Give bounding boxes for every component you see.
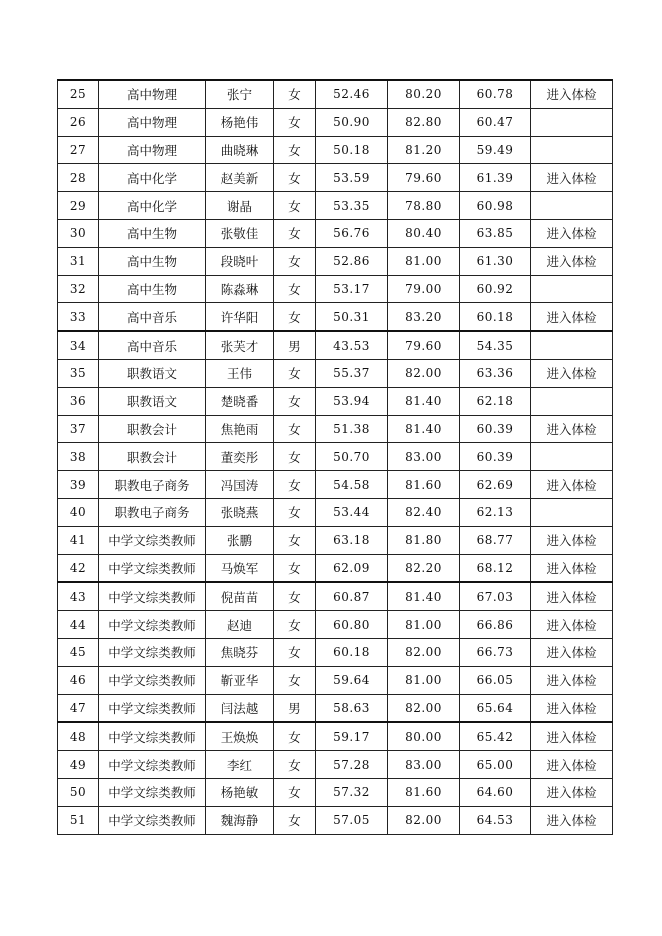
table-row <box>58 219 613 247</box>
gender-cell: 女 <box>274 666 316 694</box>
gender-cell: 女 <box>274 164 316 192</box>
table-row <box>58 582 613 610</box>
result-cell <box>531 387 613 415</box>
result-cell <box>531 443 613 471</box>
subject-cell: 中学文综类教师 <box>99 526 206 554</box>
result-cell: 进入体检 <box>531 247 613 275</box>
total-score-cell: 61.39 <box>460 164 531 192</box>
gender-cell: 女 <box>274 751 316 779</box>
total-score-cell: 63.85 <box>460 219 531 247</box>
subject-cell: 高中音乐 <box>99 331 206 359</box>
subject-cell: 中学文综类教师 <box>99 582 206 610</box>
interview-score-cell: 80.20 <box>388 80 460 108</box>
gender-cell: 女 <box>274 108 316 136</box>
written-score-cell: 50.31 <box>316 303 388 331</box>
gender-cell: 女 <box>274 526 316 554</box>
result-cell <box>531 498 613 526</box>
interview-score-cell: 82.80 <box>388 108 460 136</box>
gender-cell: 女 <box>274 219 316 247</box>
table-row <box>58 443 613 471</box>
interview-score-cell: 79.60 <box>388 164 460 192</box>
gender-cell: 女 <box>274 722 316 750</box>
subject-cell: 中学文综类教师 <box>99 694 206 722</box>
subject-cell: 中学文综类教师 <box>99 554 206 582</box>
name-cell: 魏海静 <box>206 806 274 834</box>
row-number: 37 <box>58 415 99 443</box>
table-row <box>58 666 613 694</box>
row-number: 40 <box>58 498 99 526</box>
result-cell <box>531 136 613 164</box>
result-cell: 进入体检 <box>531 164 613 192</box>
gender-cell: 女 <box>274 443 316 471</box>
name-cell: 马焕军 <box>206 554 274 582</box>
total-score-cell: 59.49 <box>460 136 531 164</box>
row-number: 38 <box>58 443 99 471</box>
interview-score-cell: 83.20 <box>388 303 460 331</box>
name-cell: 谢晶 <box>206 192 274 220</box>
gender-cell: 女 <box>274 471 316 499</box>
result-cell: 进入体检 <box>531 751 613 779</box>
subject-cell: 高中音乐 <box>99 303 206 331</box>
interview-score-cell: 81.00 <box>388 247 460 275</box>
result-cell: 进入体检 <box>531 694 613 722</box>
name-cell: 陈淼琳 <box>206 275 274 303</box>
name-cell: 冯国涛 <box>206 471 274 499</box>
row-number: 46 <box>58 666 99 694</box>
row-number: 39 <box>58 471 99 499</box>
name-cell: 倪苗苗 <box>206 582 274 610</box>
subject-cell: 职教会计 <box>99 443 206 471</box>
row-number: 48 <box>58 722 99 750</box>
name-cell: 张晓燕 <box>206 498 274 526</box>
subject-cell: 高中化学 <box>99 164 206 192</box>
written-score-cell: 53.17 <box>316 275 388 303</box>
name-cell: 王焕焕 <box>206 722 274 750</box>
written-score-cell: 58.63 <box>316 694 388 722</box>
written-score-cell: 51.38 <box>316 415 388 443</box>
subject-cell: 中学文综类教师 <box>99 611 206 639</box>
result-cell <box>531 108 613 136</box>
table-row <box>58 164 613 192</box>
subject-cell: 中学文综类教师 <box>99 666 206 694</box>
gender-cell: 女 <box>274 387 316 415</box>
subject-cell: 中学文综类教师 <box>99 806 206 834</box>
written-score-cell: 43.53 <box>316 331 388 359</box>
interview-score-cell: 80.40 <box>388 219 460 247</box>
total-score-cell: 66.05 <box>460 666 531 694</box>
gender-cell: 女 <box>274 303 316 331</box>
name-cell: 张鹏 <box>206 526 274 554</box>
interview-score-cell: 79.60 <box>388 331 460 359</box>
subject-cell: 高中化学 <box>99 192 206 220</box>
result-cell: 进入体检 <box>531 554 613 582</box>
name-cell: 赵美新 <box>206 164 274 192</box>
table-row <box>58 136 613 164</box>
interview-score-cell: 80.00 <box>388 722 460 750</box>
name-cell: 焦晓芬 <box>206 638 274 666</box>
total-score-cell: 64.53 <box>460 806 531 834</box>
result-cell: 进入体检 <box>531 806 613 834</box>
total-score-cell: 63.36 <box>460 359 531 387</box>
total-score-cell: 64.60 <box>460 778 531 806</box>
total-score-cell: 65.00 <box>460 751 531 779</box>
gender-cell: 女 <box>274 359 316 387</box>
total-score-cell: 68.77 <box>460 526 531 554</box>
written-score-cell: 60.80 <box>316 611 388 639</box>
written-score-cell: 53.44 <box>316 498 388 526</box>
table-row <box>58 331 613 359</box>
interview-score-cell: 81.00 <box>388 611 460 639</box>
subject-cell: 中学文综类教师 <box>99 722 206 750</box>
table-row <box>58 498 613 526</box>
interview-score-cell: 81.60 <box>388 778 460 806</box>
name-cell: 杨艳伟 <box>206 108 274 136</box>
interview-score-cell: 81.40 <box>388 415 460 443</box>
row-number: 47 <box>58 694 99 722</box>
row-number: 50 <box>58 778 99 806</box>
row-number: 34 <box>58 331 99 359</box>
result-cell: 进入体检 <box>531 303 613 331</box>
table-row <box>58 722 613 750</box>
row-number: 44 <box>58 611 99 639</box>
gender-cell: 男 <box>274 694 316 722</box>
interview-score-cell: 81.20 <box>388 136 460 164</box>
table-row <box>58 387 613 415</box>
total-score-cell: 60.18 <box>460 303 531 331</box>
subject-cell: 职教电子商务 <box>99 498 206 526</box>
result-cell <box>531 192 613 220</box>
table-row <box>58 806 613 834</box>
interview-score-cell: 83.00 <box>388 751 460 779</box>
gender-cell: 女 <box>274 80 316 108</box>
name-cell: 靳亚华 <box>206 666 274 694</box>
total-score-cell: 66.73 <box>460 638 531 666</box>
interview-score-cell: 83.00 <box>388 443 460 471</box>
table-row <box>58 80 613 108</box>
total-score-cell: 54.35 <box>460 331 531 359</box>
row-number: 36 <box>58 387 99 415</box>
result-cell: 进入体检 <box>531 526 613 554</box>
subject-cell: 高中物理 <box>99 136 206 164</box>
total-score-cell: 60.39 <box>460 415 531 443</box>
name-cell: 王伟 <box>206 359 274 387</box>
subject-cell: 高中物理 <box>99 108 206 136</box>
written-score-cell: 57.05 <box>316 806 388 834</box>
gender-cell: 女 <box>274 582 316 610</box>
interview-score-cell: 82.00 <box>388 806 460 834</box>
table-row <box>58 108 613 136</box>
interview-score-cell: 82.00 <box>388 638 460 666</box>
result-cell: 进入体检 <box>531 666 613 694</box>
subject-cell: 职教语文 <box>99 387 206 415</box>
total-score-cell: 62.13 <box>460 498 531 526</box>
table-row <box>58 192 613 220</box>
written-score-cell: 56.76 <box>316 219 388 247</box>
name-cell: 董奕彤 <box>206 443 274 471</box>
table-row <box>58 694 613 722</box>
subject-cell: 中学文综类教师 <box>99 751 206 779</box>
gender-cell: 女 <box>274 778 316 806</box>
result-cell: 进入体检 <box>531 415 613 443</box>
row-number: 31 <box>58 247 99 275</box>
result-cell <box>531 331 613 359</box>
written-score-cell: 57.32 <box>316 778 388 806</box>
interview-score-cell: 82.00 <box>388 694 460 722</box>
row-number: 45 <box>58 638 99 666</box>
written-score-cell: 62.09 <box>316 554 388 582</box>
interview-score-cell: 81.80 <box>388 526 460 554</box>
written-score-cell: 63.18 <box>316 526 388 554</box>
row-number: 41 <box>58 526 99 554</box>
total-score-cell: 60.39 <box>460 443 531 471</box>
row-number: 25 <box>58 80 99 108</box>
result-cell: 进入体检 <box>531 219 613 247</box>
table-row <box>58 471 613 499</box>
table-row <box>58 611 613 639</box>
table-row <box>58 554 613 582</box>
row-number: 26 <box>58 108 99 136</box>
row-number: 33 <box>58 303 99 331</box>
total-score-cell: 65.64 <box>460 694 531 722</box>
written-score-cell: 59.17 <box>316 722 388 750</box>
row-number: 28 <box>58 164 99 192</box>
interview-score-cell: 82.40 <box>388 498 460 526</box>
gender-cell: 女 <box>274 806 316 834</box>
total-score-cell: 65.42 <box>460 722 531 750</box>
total-score-cell: 60.47 <box>460 108 531 136</box>
result-cell: 进入体检 <box>531 778 613 806</box>
gender-cell: 女 <box>274 247 316 275</box>
row-number: 30 <box>58 219 99 247</box>
written-score-cell: 50.70 <box>316 443 388 471</box>
interview-score-cell: 78.80 <box>388 192 460 220</box>
gender-cell: 女 <box>274 554 316 582</box>
subject-cell: 高中生物 <box>99 275 206 303</box>
interview-score-cell: 82.00 <box>388 359 460 387</box>
name-cell: 张芙才 <box>206 331 274 359</box>
gender-cell: 男 <box>274 331 316 359</box>
written-score-cell: 55.37 <box>316 359 388 387</box>
total-score-cell: 66.86 <box>460 611 531 639</box>
total-score-cell: 68.12 <box>460 554 531 582</box>
total-score-cell: 60.92 <box>460 275 531 303</box>
table-row <box>58 359 613 387</box>
name-cell: 段晓叶 <box>206 247 274 275</box>
interview-score-cell: 81.40 <box>388 582 460 610</box>
total-score-cell: 62.69 <box>460 471 531 499</box>
subject-cell: 职教语文 <box>99 359 206 387</box>
written-score-cell: 60.87 <box>316 582 388 610</box>
table-row <box>58 247 613 275</box>
table-row <box>58 778 613 806</box>
written-score-cell: 53.94 <box>316 387 388 415</box>
table-row <box>58 415 613 443</box>
written-score-cell: 52.86 <box>316 247 388 275</box>
total-score-cell: 60.78 <box>460 80 531 108</box>
table-row <box>58 275 613 303</box>
result-cell: 进入体检 <box>531 80 613 108</box>
gender-cell: 女 <box>274 192 316 220</box>
name-cell: 张敬佳 <box>206 219 274 247</box>
written-score-cell: 53.59 <box>316 164 388 192</box>
written-score-cell: 57.28 <box>316 751 388 779</box>
interview-score-cell: 81.60 <box>388 471 460 499</box>
gender-cell: 女 <box>274 136 316 164</box>
gender-cell: 女 <box>274 611 316 639</box>
result-cell: 进入体检 <box>531 471 613 499</box>
result-cell: 进入体检 <box>531 611 613 639</box>
table-row <box>58 526 613 554</box>
row-number: 32 <box>58 275 99 303</box>
row-number: 49 <box>58 751 99 779</box>
result-cell <box>531 275 613 303</box>
subject-cell: 中学文综类教师 <box>99 638 206 666</box>
result-cell: 进入体检 <box>531 359 613 387</box>
row-number: 42 <box>58 554 99 582</box>
subject-cell: 职教电子商务 <box>99 471 206 499</box>
name-cell: 赵迪 <box>206 611 274 639</box>
row-number: 51 <box>58 806 99 834</box>
result-cell: 进入体检 <box>531 638 613 666</box>
total-score-cell: 62.18 <box>460 387 531 415</box>
name-cell: 焦艳雨 <box>206 415 274 443</box>
score-table <box>57 79 613 835</box>
gender-cell: 女 <box>274 275 316 303</box>
total-score-cell: 67.03 <box>460 582 531 610</box>
subject-cell: 高中生物 <box>99 247 206 275</box>
name-cell: 许华阳 <box>206 303 274 331</box>
name-cell: 闫法越 <box>206 694 274 722</box>
total-score-cell: 60.98 <box>460 192 531 220</box>
written-score-cell: 53.35 <box>316 192 388 220</box>
written-score-cell: 52.46 <box>316 80 388 108</box>
subject-cell: 中学文综类教师 <box>99 778 206 806</box>
subject-cell: 职教会计 <box>99 415 206 443</box>
gender-cell: 女 <box>274 415 316 443</box>
gender-cell: 女 <box>274 638 316 666</box>
result-cell: 进入体检 <box>531 722 613 750</box>
subject-cell: 高中生物 <box>99 219 206 247</box>
interview-score-cell: 79.00 <box>388 275 460 303</box>
name-cell: 楚晓番 <box>206 387 274 415</box>
table-row <box>58 751 613 779</box>
name-cell: 曲晓琳 <box>206 136 274 164</box>
gender-cell: 女 <box>274 498 316 526</box>
written-score-cell: 54.58 <box>316 471 388 499</box>
interview-score-cell: 81.00 <box>388 666 460 694</box>
interview-score-cell: 81.40 <box>388 387 460 415</box>
subject-cell: 高中物理 <box>99 80 206 108</box>
written-score-cell: 50.18 <box>316 136 388 164</box>
table-row <box>58 303 613 331</box>
written-score-cell: 60.18 <box>316 638 388 666</box>
row-number: 43 <box>58 582 99 610</box>
written-score-cell: 59.64 <box>316 666 388 694</box>
table-row <box>58 638 613 666</box>
name-cell: 李红 <box>206 751 274 779</box>
row-number: 35 <box>58 359 99 387</box>
row-number: 27 <box>58 136 99 164</box>
total-score-cell: 61.30 <box>460 247 531 275</box>
name-cell: 杨艳敏 <box>206 778 274 806</box>
name-cell: 张宁 <box>206 80 274 108</box>
interview-score-cell: 82.20 <box>388 554 460 582</box>
result-cell: 进入体检 <box>531 582 613 610</box>
written-score-cell: 50.90 <box>316 108 388 136</box>
row-number: 29 <box>58 192 99 220</box>
